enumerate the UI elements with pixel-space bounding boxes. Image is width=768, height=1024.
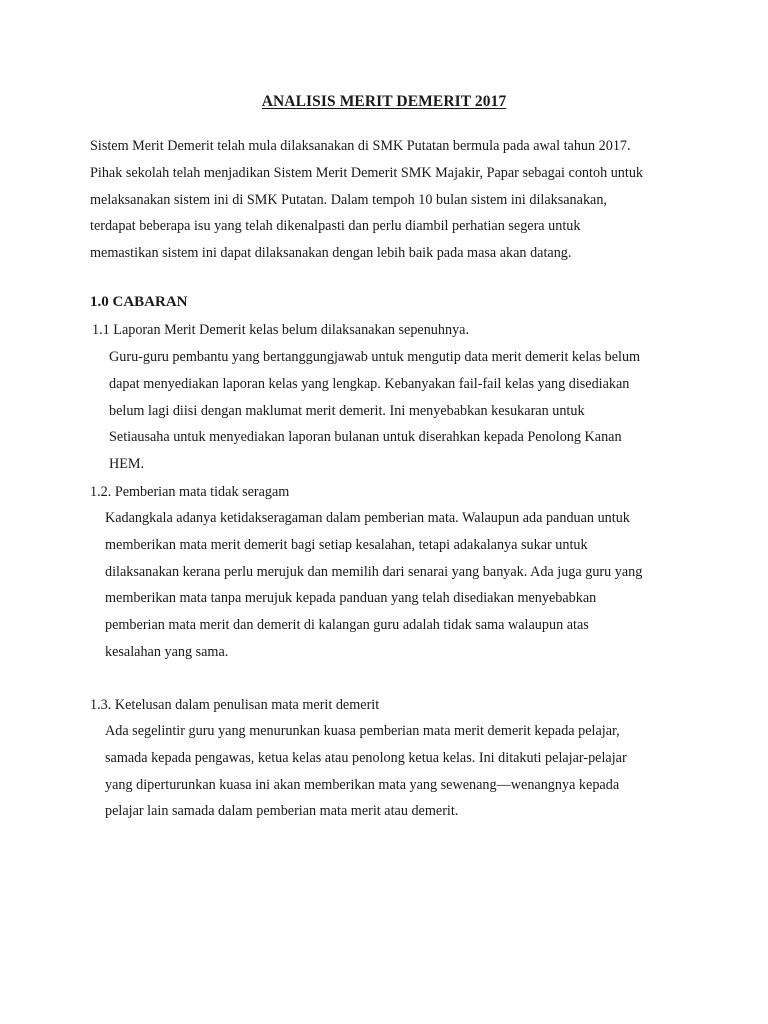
- body-line: memberikan mata tanpa merujuk kepada panduan yang telah disediakan menyebabkan: [105, 590, 597, 607]
- intro-line: terdapat beberapa isu yang telah dikenalpasti dan perlu diambil perhatian segera untuk: [90, 218, 581, 235]
- body-line: belum lagi diisi dengan maklumat merit demerit. Ini menyebabkan kesukaran untuk: [109, 402, 585, 419]
- section-heading-cabaran: 1.0 CABARAN: [90, 294, 188, 310]
- body-line: dilaksanakan kerana perlu merujuk dan memilih dari senarai yang banyak. Ada juga guru yang: [105, 563, 643, 580]
- body-line: kesalahan yang sama.: [105, 643, 229, 660]
- body-line: Setiausaha untuk menyediakan laporan bulanan untuk diserahkan kepada Penolong Kanan: [109, 429, 622, 446]
- subsection-heading-1-1: 1.1 Laporan Merit Demerit kelas belum dilaksanakan sepenuhnya.: [92, 322, 470, 338]
- body-line: pelajar lain samada dalam pemberian mata merit atau demerit.: [105, 803, 459, 820]
- body-line: Kadangkala adanya ketidakseragaman dalam pemberian mata. Walaupun ada panduan untuk: [105, 510, 630, 526]
- subsection-heading-1-2: 1.2. Pemberian mata tidak seragam: [90, 484, 290, 500]
- body-line: yang diperturunkan kuasa ini akan memberikan mata yang sewenang—wenangnya kepada: [105, 776, 620, 793]
- body-line: Ada segelintir guru yang menurunkan kuasa pemberian mata merit demerit kepada pelajar,: [105, 723, 620, 739]
- body-line: HEM.: [109, 456, 145, 473]
- intro-paragraph: [90, 133, 690, 267]
- body-line: pemberian mata merit dan demerit di kalangan guru adalah tidak sama walaupun atas: [105, 617, 589, 634]
- document-title: ANALISIS MERIT DEMERIT 2017: [261, 93, 507, 110]
- body-line: Guru-guru pembantu yang bertanggungjawab untuk mengutip data merit demerit kelas belum: [109, 349, 641, 365]
- subsection-body-1-3: [105, 718, 627, 825]
- intro-line: melaksanakan sistem ini di SMK Putatan. Dalam tempoh 10 bulan sistem ini dilaksanakan,: [90, 191, 607, 208]
- subsection-body-1-1: [109, 344, 640, 478]
- subsection-heading-1-3: 1.3. Ketelusan dalam penulisan mata merit demerit: [90, 697, 380, 713]
- subsection-body-1-2: [105, 505, 642, 666]
- intro-line: memastikan sistem ini dapat dilaksanakan dengan lebih baik pada masa akan datang.: [90, 245, 572, 262]
- body-line: dapat menyediakan laporan kelas yang lengkap. Kebanyakan fail-fail kelas yang disediakan: [109, 375, 630, 392]
- body-line: samada kepada pengawas, ketua kelas atau penolong ketua kelas. Ini ditakuti pelajar-pelajar: [105, 749, 627, 766]
- intro-line: Pihak sekolah telah menjadikan Sistem Merit Demerit SMK Majakir, Papar sebagai contoh untuk: [90, 164, 644, 181]
- intro-line: Sistem Merit Demerit telah mula dilaksanakan di SMK Putatan bermula pada awal tahun 2017.: [90, 138, 631, 154]
- body-line: memberikan mata merit demerit bagi setiap kesalahan, tetapi adakalanya sukar untuk: [105, 536, 588, 553]
